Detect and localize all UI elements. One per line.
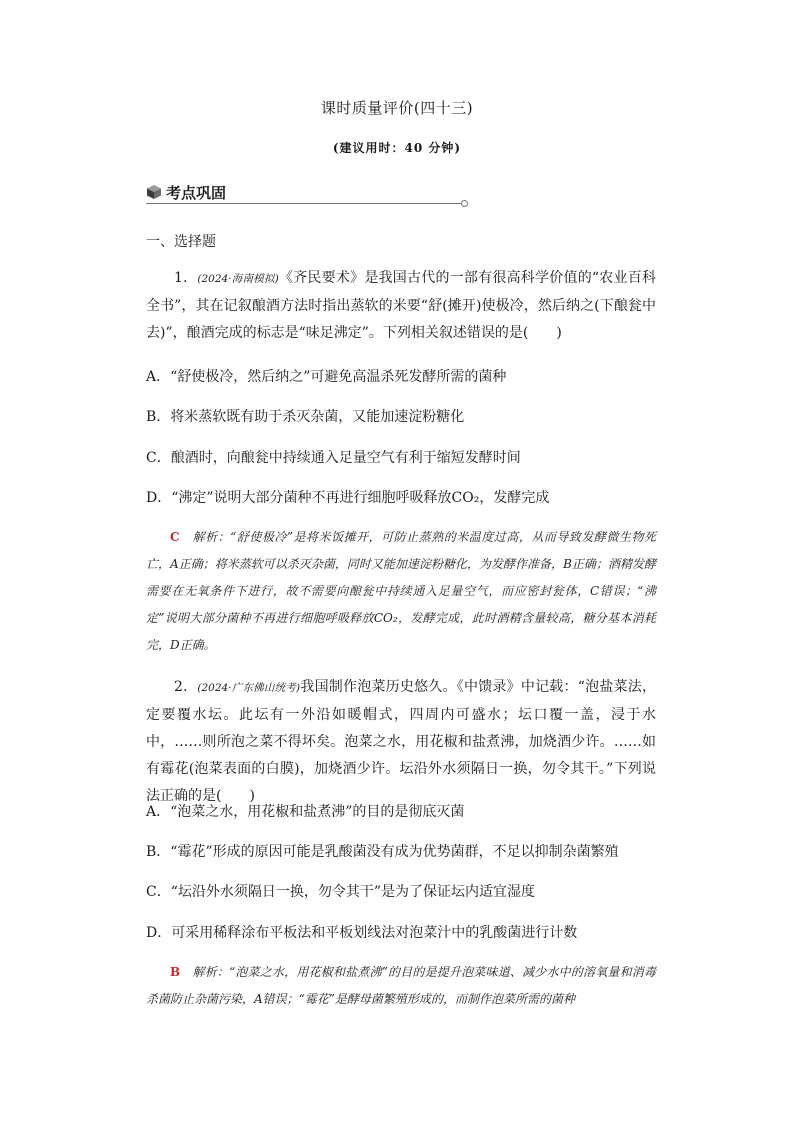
section-divider [146, 203, 462, 204]
q1-answer-explanation [146, 524, 656, 659]
q2-answer-letter: B [170, 965, 181, 979]
question-source: (2024·广东佛山统考) [197, 682, 301, 694]
q2-option-a: A．“泡菜之水，用花椒和盐煮沸”的目的是彻底灭菌 [146, 804, 465, 820]
q2-answer-explanation [146, 959, 656, 1013]
q1-explanation-text: 解析：“舒使极冷”是将米饭摊开，可防止蒸熟的米温度过高，从而导致发酵微生物死亡，A正确；将米蒸软可以杀灭杂菌，同时又能加速淀粉糖化，为发酵作准备，B正确；酒精发酵需要在无氧条件下进行，故不需要向酿瓮中持续通入足量空气，而应密封瓮体，C错误；“沸定”说明大部分菌种不再进行细胞呼吸释放CO₂，发酵完成，此时酒精含量较高，糖分基本消耗完，D正确。 [146, 530, 656, 652]
question-1-stem [146, 265, 656, 347]
page-title: 课时质量评价(四十三) [320, 99, 474, 117]
question-text: 我国制作泡菜历史悠久。《中馈录》中记载：“泡盐菜法，定要覆水坛。此坛有一外沿如暖帽式，四周内可盛水；坛口覆一盖，浸于水中，……则所泡之菜不得坏矣。泡菜之水，用花椒和盐煮沸，加烧酒少许。……如有霉花(泡菜表面的白膜)，加烧酒少许。坛沿外水须隔日一换，勿令其干。”下列说法正确的是( ) [146, 679, 656, 804]
q1-answer-letter: C [170, 530, 180, 544]
part-heading: 一、选择题 [146, 234, 216, 250]
q1-option-b: B．将米蒸软既有助于杀灭杂菌，又能加速淀粉糖化 [146, 409, 465, 425]
q2-option-d: D．可采用稀释涂布平板法和平板划线法对泡菜汁中的乳酸菌进行计数 [146, 925, 578, 941]
question-text: 《齐民要术》是我国古代的一部有很高科学价值的“农业百科全书”，其在记叙酿酒方法时指出蒸软的米要“舒(摊开)使极冷，然后纳之(下酿瓮中去)”，酿酒完成的标志是“味足沸定”。下列相关叙述错误的是( ) [146, 270, 656, 341]
question-number: 2． [174, 679, 198, 695]
q2-option-c: C．“坛沿外水须隔日一换，勿令其干”是为了保证坛内适宜湿度 [146, 884, 536, 900]
q2-explanation-text: 解析：“泡菜之水，用花椒和盐煮沸”的目的是提升泡菜味道、减少水中的溶氧量和消毒杀菌防止杂菌污染，A错误；“霉花”是酵母菌繁殖形成的，而制作泡菜所需的菌种 [146, 965, 656, 1006]
q2-option-b: B．“霉花”形成的原因可能是乳酸菌没有成为优势菌群，不足以抑制杂菌繁殖 [146, 844, 619, 860]
section-header [146, 182, 466, 206]
section-label: 考点巩固 [166, 184, 227, 202]
time-suggestion: (建议用时：40 分钟) [332, 141, 462, 155]
question-number: 1． [174, 270, 198, 286]
cube-icon [146, 184, 162, 200]
q1-option-c: C．酿酒时，向酿瓮中持续通入足量空气有利于缩短发酵时间 [146, 450, 521, 466]
question-source: (2024·海南模拟) [197, 273, 279, 285]
question-2-stem [146, 674, 656, 810]
q1-option-d: D．“沸定”说明大部分菌种不再进行细胞呼吸释放CO₂，发酵完成 [146, 490, 550, 506]
q1-option-a: A．“舒使极冷，然后纳之”可避免高温杀死发酵所需的菌种 [146, 369, 507, 385]
divider-end-dot [461, 200, 468, 207]
